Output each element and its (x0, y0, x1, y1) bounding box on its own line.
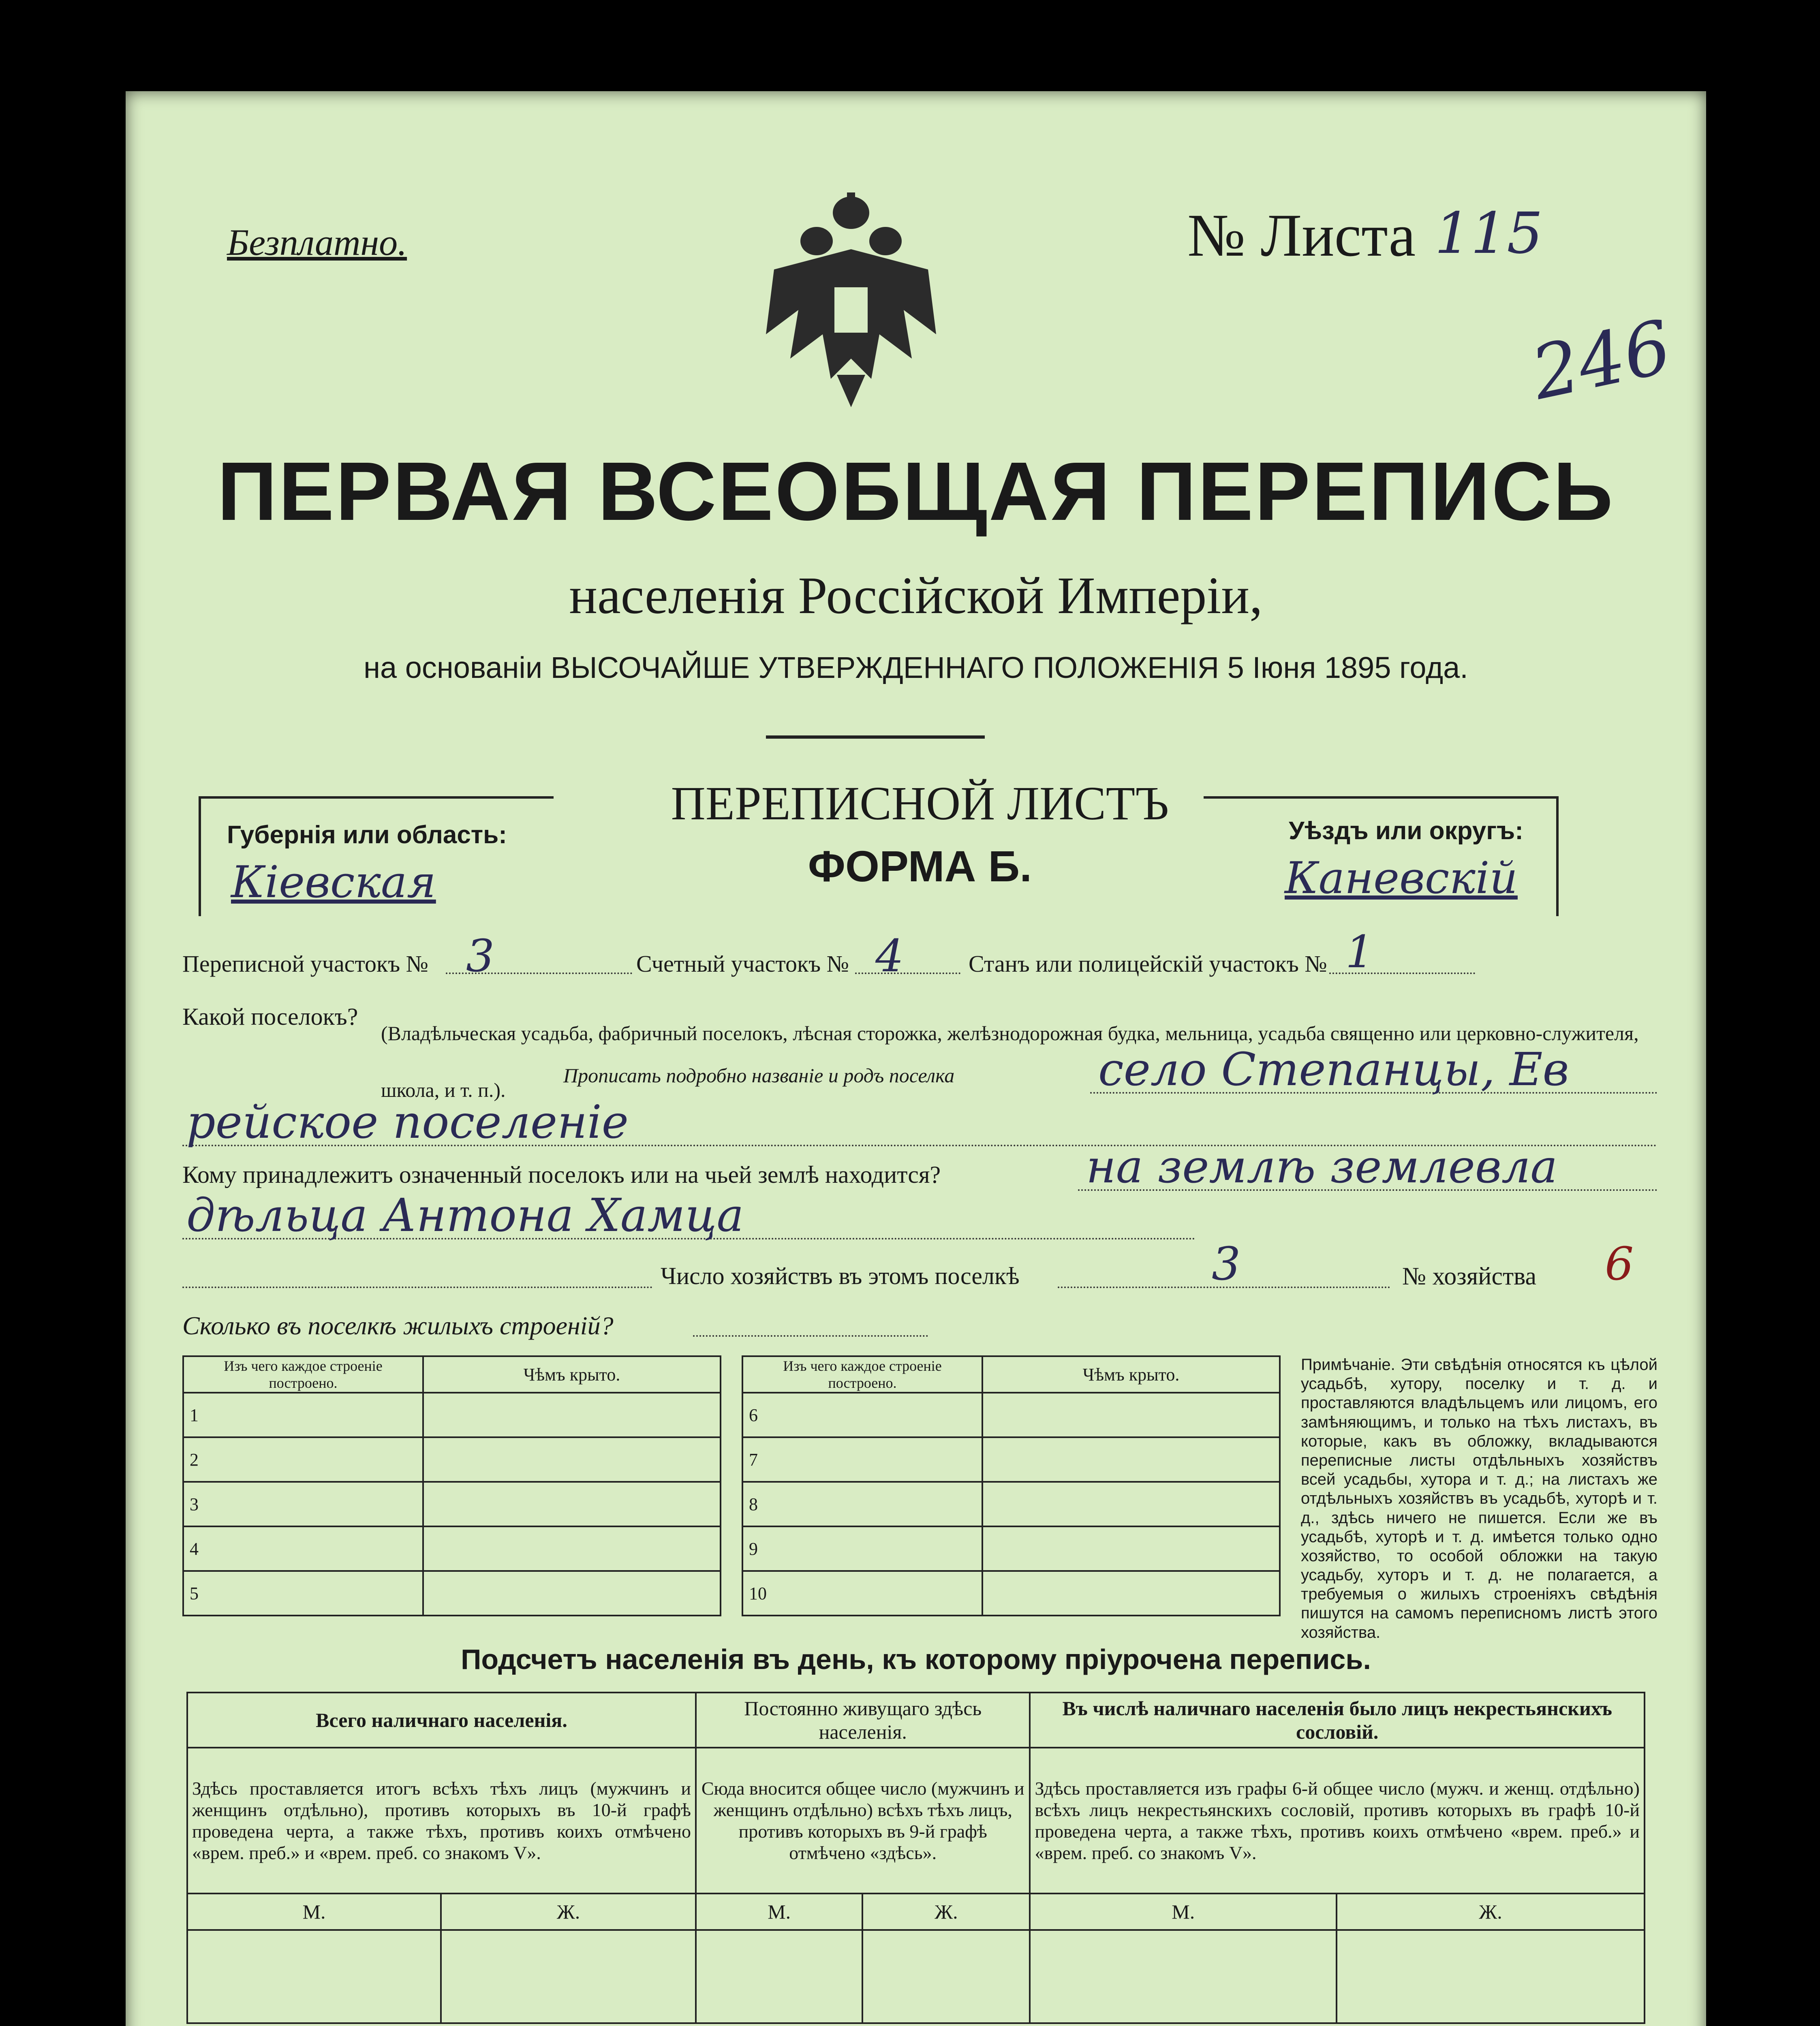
population-title: Подсчетъ населенія въ день, къ которому пріурочена перепись. (461, 1643, 1371, 1675)
counting-area-line (855, 972, 960, 974)
building-row: 2 (183, 1437, 423, 1482)
building-row: 6 (742, 1393, 982, 1437)
coat-of-arms-icon (750, 188, 952, 415)
building-row: 5 (183, 1571, 423, 1616)
col-female: Ж. (441, 1893, 696, 1930)
households-label: Число хозяйствъ въ этомъ поселкѣ (661, 1263, 1020, 1289)
settlement-value-1: село Степанцы, Ев (1098, 1043, 1569, 1096)
settlement-label: Какой поселокъ? (182, 1003, 358, 1030)
building-row: 10 (742, 1571, 982, 1616)
census-area-value: 3 (466, 930, 494, 982)
pop-desc-permanent: Сюда вносится общее число (мужчинъ и женщинъ отдѣльно) всѣхъ тѣхъ лицъ, противъ которыхъ въ 9-й графѣ отмѣчено «здѣсь». (696, 1748, 1030, 1893)
col-male: М. (696, 1893, 862, 1930)
owner-label: Кому принадлежитъ означенный поселокъ или на чьей землѣ находится? (182, 1161, 941, 1188)
police-value: 1 (1345, 926, 1374, 978)
household-no-value: 6 (1605, 1238, 1634, 1291)
pop-header-permanent: Постоянно живущаго здѣсь населенія. (696, 1693, 1030, 1748)
pop-header-nonpeasant: Въ числѣ наличнаго населенія было лицъ некрестьянскихъ сословій. (1030, 1693, 1645, 1748)
col-male: М. (187, 1893, 441, 1930)
census-area-label: Переписной участокъ № (182, 951, 429, 977)
population-table (186, 1692, 1645, 2024)
col-material: Изъ чего каждое строеніе построено. (742, 1356, 982, 1393)
building-row: 9 (742, 1526, 982, 1571)
form-b: ФОРМА Б. (808, 842, 1032, 891)
district-label: Уѣздъ или округъ: (1289, 817, 1523, 845)
district-value: Каневскій (1285, 853, 1518, 904)
buildings-table-left (182, 1355, 721, 1616)
col-male: М. (1030, 1893, 1337, 1930)
police-label: Станъ или полицейскій участокъ № (969, 951, 1327, 977)
col-roof: Чѣмъ крыто. (423, 1356, 721, 1393)
building-row: 4 (183, 1526, 423, 1571)
corner-number: 246 (1525, 304, 1679, 417)
settlement-instruction: Прописать подробно названіе и родъ поселка (563, 1064, 955, 1087)
owner-value-2: дѣльца Антона Хамца (186, 1189, 744, 1242)
settlement-value-2: рейское поселеніе (186, 1096, 629, 1149)
pop-header-total: Всего наличнаго населенія. (187, 1693, 696, 1748)
buildings-line (693, 1335, 928, 1337)
buildings-label: Сколько въ поселкѣ жилыхъ строеній? (182, 1311, 614, 1340)
basis-line: на основаніи ВЫСОЧАЙШЕ УТВЕРЖДЕННАГО ПОЛОЖЕНІЯ 5 Іюня 1895 года. (364, 651, 1468, 684)
building-row: 7 (742, 1437, 982, 1482)
pop-desc-total: Здѣсь проставляется итогъ всѣхъ тѣхъ лицъ (мужчинъ и женщинъ отдѣльно), противъ которыхъ въ 10-й графѣ проведена черта, а также тѣхъ, противъ коихъ отмѣчено «врем. преб.» и «врем. преб. со знакомъ V». (187, 1748, 696, 1893)
census-sheet (126, 91, 1706, 2026)
main-title: ПЕРВАЯ ВСЕОБЩАЯ ПЕРЕПИСЬ (217, 445, 1615, 538)
building-row: 8 (742, 1482, 982, 1526)
province-value: Кіевская (231, 857, 436, 908)
pop-desc-nonpeasant: Здѣсь проставляется изъ графы 6-й общее число (мужч. и женщ. отдѣльно) всѣхъ лицъ некрестьянскихъ сословій, противъ которыхъ въ графѣ 10-й проведена черта, а также тѣхъ, противъ коихъ отмѣчено «врем. преб.» и «врем. преб. со знакомъ V». (1030, 1748, 1645, 1893)
sheet-number-label: № Листа (1187, 202, 1416, 269)
household-no-label: № хозяйства (1402, 1263, 1537, 1290)
province-label: Губернія или область: (227, 821, 507, 849)
col-female: Ж. (862, 1893, 1030, 1930)
divider (766, 735, 985, 739)
buildings-table-right (742, 1355, 1281, 1616)
col-material: Изъ чего каждое строеніе построено. (183, 1356, 423, 1393)
households-lead-line (182, 1287, 652, 1288)
counting-area-label: Счетный участокъ № (636, 951, 849, 977)
building-row: 1 (183, 1393, 423, 1437)
households-value: 3 (1212, 1238, 1241, 1291)
free-label: Безплатно. (227, 222, 407, 263)
subtitle: населенія Россійской Имперіи, (569, 566, 1263, 625)
form-name: ПЕРЕПИСНОЙ ЛИСТЪ (671, 777, 1169, 830)
pop-cell (187, 1930, 441, 2023)
counting-area-value: 4 (875, 930, 904, 982)
buildings-note: Примѣчаніе. Эти свѣдѣнія относятся къ цѣлой усадьбѣ, хутору, поселку и т. д. и проставляются владѣльцемъ или лицомъ, его замѣняющимъ, и только на тѣхъ листахъ, въ которые, какъ въ обложку, вкладываются переписные листы отдѣльныхъ хозяйствъ всей усадьбы, хутора и т. д.; на листахъ же отдѣльныхъ хозяйствъ въ усадьбѣ, хуторѣ и т. д., здѣсь ничего не пишется. Если же въ усадьбѣ, хуторѣ и т. д. имѣется только одно хозяйство, то особой обложки на такую усадьбу, хуторъ и т. д. не полагается, а требуемыя о жилыхъ строеніяхъ свѣдѣнія пишутся на самомъ переписномъ листѣ этого хозяйства. (1301, 1356, 1657, 1641)
owner-value-1: на землѣ землевла (1086, 1141, 1558, 1193)
col-female: Ж. (1337, 1893, 1645, 1930)
sheet-number-value: 115 (1435, 201, 1543, 267)
building-row: 3 (183, 1482, 423, 1526)
settlement-hint: (Владѣльческая усадьба, фабричный поселокъ, лѣсная сторожка, желѣзнодорожная будка, мельница, усадьба священно или церковно-служителя, школа, и т. п.). (381, 1022, 1639, 1101)
col-roof: Чѣмъ крыто. (982, 1356, 1280, 1393)
